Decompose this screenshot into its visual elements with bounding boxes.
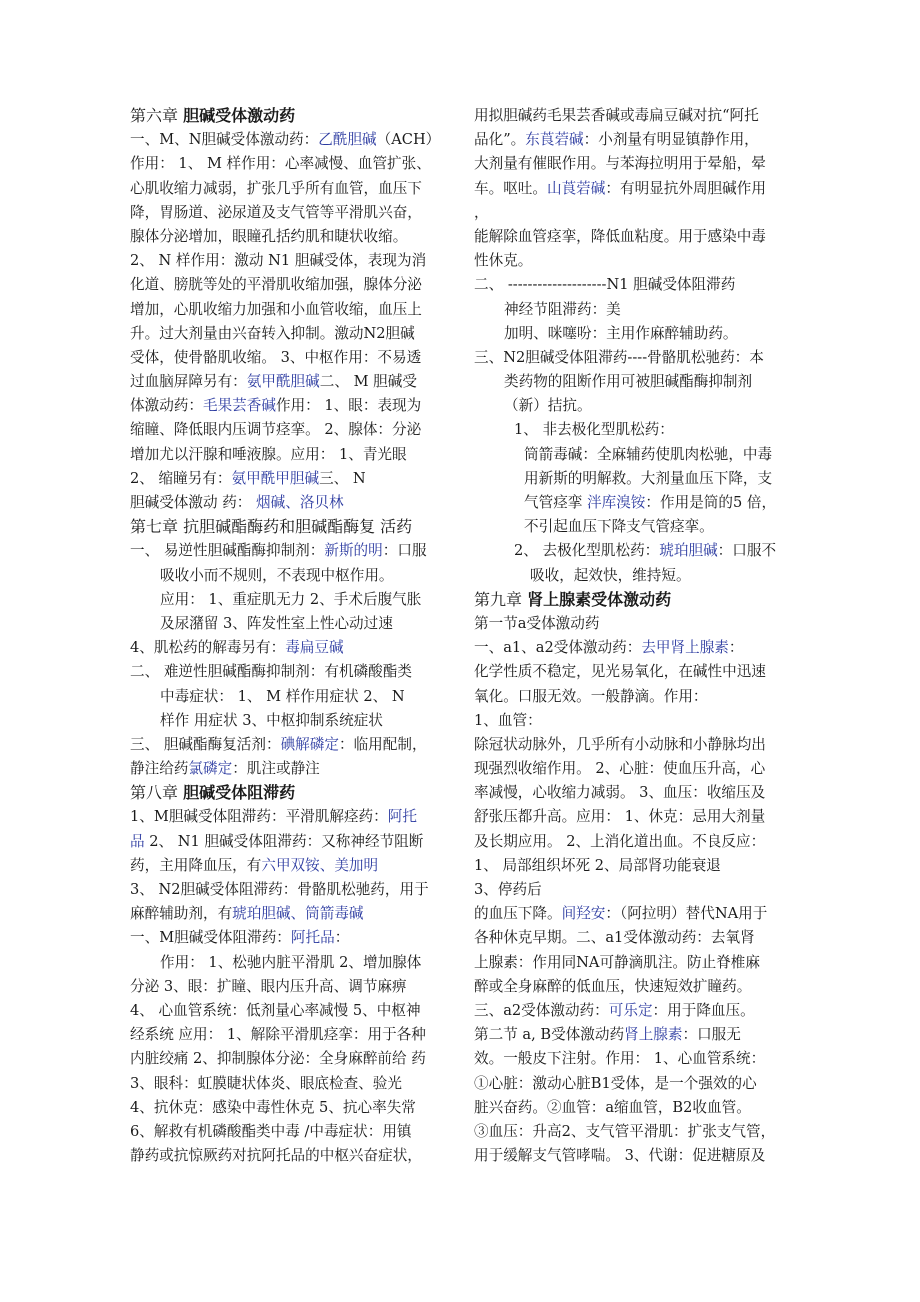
text-run: 第七章 抗胆碱酯酶药和胆碱酯酶复 活药	[130, 517, 413, 537]
text-run: 2、 N 样作用：激动 N1 胆碱受体，表现为消	[130, 252, 427, 270]
text-line	[474, 418, 808, 442]
text-run: ③血压：升高2、支气管平滑肌：扩张支气管，	[474, 1122, 776, 1140]
text-run: ①心脏：激动心脏B1受体，是一个强效的心	[474, 1074, 757, 1092]
text-run: 样作 用症状 3、中枢抑制系统症状	[160, 711, 383, 729]
text-line	[474, 805, 808, 829]
text-run: 作用： 1、松驰内脏平滑肌 2、增加腺体	[160, 953, 422, 971]
text-run: 缩瞳、降低眼内压调节痉挛。 2、腺体：分泌	[130, 421, 422, 439]
text-run: 神经节阻滞药：美	[504, 300, 621, 318]
text-run: 车。呕吐。	[474, 179, 547, 197]
text-line	[474, 152, 808, 176]
text-run: 用拟胆碱药毛果芸香碱或毒扁豆碱对抗“阿托	[474, 107, 759, 124]
text-line	[130, 177, 466, 201]
text-run: 4、肌松药的解毒另有：	[130, 639, 286, 657]
text-line	[130, 152, 466, 176]
text-run: ：	[334, 929, 350, 947]
text-run: 胆碱受体阻滞药	[183, 783, 296, 803]
text-line	[130, 878, 466, 902]
text-line	[474, 564, 808, 588]
drug-name-highlight: 乙酰胆碱	[318, 131, 377, 149]
text-run: 第八章	[130, 783, 184, 803]
drug-name-highlight: 山莨菪碱	[546, 179, 606, 197]
text-line	[474, 1096, 808, 1120]
text-line	[474, 249, 808, 273]
drug-name-highlight: 去甲肾上腺素	[641, 639, 729, 657]
text-run: （ACH）	[376, 131, 441, 149]
drug-name-highlight: 东莨菪碱	[525, 131, 584, 149]
text-run: 1、M胆碱受体阻滞药：平滑肌解痉药：	[130, 808, 388, 826]
text-line	[474, 660, 808, 684]
text-run: 二、 M 胆碱受	[319, 373, 417, 391]
chapter-heading	[130, 515, 466, 539]
text-run: 二、 难逆性胆碱酯酶抑制剂：有机磷酸酯类	[130, 663, 412, 681]
text-run: 上腺素：作用同NA可静滴肌注。防止脊椎麻	[474, 953, 760, 971]
text-line	[130, 854, 466, 878]
text-line	[474, 854, 808, 878]
right-column	[474, 104, 808, 1168]
text-line	[130, 951, 466, 975]
text-line	[474, 999, 808, 1023]
text-line	[130, 1047, 466, 1071]
text-line	[130, 370, 466, 394]
text-line	[130, 249, 466, 273]
text-run: ：口服	[382, 542, 427, 560]
text-run: 除冠状动脉外，几乎所有小动脉和小静脉均出	[474, 735, 766, 753]
text-line	[130, 273, 466, 297]
text-line	[474, 709, 808, 733]
text-line	[130, 298, 466, 322]
text-run: 胆碱受体激动药	[183, 106, 296, 125]
text-run: 三、a2受体激动药：	[474, 1001, 609, 1019]
text-run: 作用： 1、 M 样作用：心率减慢、血管扩张、	[130, 155, 431, 173]
text-run: 第一节a受体激动药	[474, 614, 600, 632]
text-run: ：临用配制，	[338, 735, 427, 753]
text-run: 过血脑屏障另有：	[130, 373, 247, 391]
drug-name-highlight: 烟碱、洛贝林	[256, 494, 344, 511]
drug-name-highlight: 品	[130, 832, 145, 850]
text-line	[130, 612, 466, 636]
text-run: 肾上腺素受体激动药	[527, 589, 672, 609]
text-line	[474, 757, 808, 781]
text-line	[130, 999, 466, 1023]
text-line	[130, 926, 466, 950]
text-line	[474, 1144, 808, 1168]
text-run: 及长期应用。 2、上消化道出血。不良反应：	[474, 832, 766, 850]
text-line	[130, 394, 466, 418]
text-run: 6、解救有机磷酸酯类中毒 /中毒症状：用镇	[130, 1122, 412, 1140]
text-run: 3、 N2胆碱受体阻滞药：骨骼肌松驰药，用于	[130, 881, 429, 898]
text-line	[474, 346, 808, 370]
text-run: 筒箭毒碱：全麻辅药使肌肉松驰，中毒	[524, 445, 773, 463]
text-line	[130, 418, 466, 442]
drug-name-highlight: 新斯的明	[324, 542, 383, 560]
text-line	[474, 443, 808, 467]
drug-name-highlight: 碘解磷定	[280, 735, 339, 753]
drug-name-highlight: 阿托品	[290, 929, 335, 947]
text-line	[474, 1120, 808, 1144]
text-line	[474, 539, 808, 563]
text-run: 一、M、N胆碱受体激动药：	[130, 131, 319, 149]
text-line	[474, 636, 808, 660]
text-run: 的血压下降。	[474, 905, 562, 923]
text-run: 大剂量有催眠作用。与苯海拉明用于晕船，晕	[474, 155, 766, 173]
drug-name-highlight: 氨甲酰甲胆碱	[231, 469, 320, 487]
text-line	[130, 1120, 466, 1144]
text-run: 4、 心血管系统：低剂量心率减慢 5、中枢神	[130, 1001, 421, 1019]
text-run: ：（阿拉明）替代NA用于	[605, 905, 768, 923]
text-run: 静注给药	[130, 760, 189, 778]
text-run: ，	[474, 203, 489, 221]
drug-name-highlight: 间羟安	[561, 905, 606, 923]
text-run: ：小剂量有明显镇静作用，	[583, 131, 759, 149]
text-run: 化道、膀胱等处的平滑肌收缩加强，腺体分泌	[130, 276, 422, 294]
text-line	[130, 539, 466, 563]
text-line	[474, 733, 808, 757]
text-line	[130, 709, 466, 733]
text-run: ：肌注或静注	[232, 760, 320, 778]
text-line	[130, 975, 466, 999]
text-line	[130, 491, 466, 515]
text-run: ：有明显抗外周胆碱作用	[605, 179, 766, 197]
text-line	[474, 951, 808, 975]
text-run: 吸收小而不规则，不表现中枢作用。	[160, 566, 394, 584]
chapter-heading	[130, 781, 466, 805]
text-run: 效。一般皮下注射。作用： 1、心血管系统：	[474, 1050, 766, 1068]
text-run: ：口服不	[717, 542, 777, 560]
text-run: ：口服无	[682, 1026, 741, 1044]
text-line	[474, 975, 808, 999]
text-line	[474, 902, 808, 926]
text-run: ：	[728, 639, 744, 657]
text-run: （新）拮抗。	[504, 397, 592, 415]
text-line	[474, 370, 808, 394]
text-run: 加明、咪噻吩：主用作麻醉辅助药。	[504, 324, 738, 342]
text-run: 第六章	[130, 106, 184, 125]
text-line	[130, 322, 466, 346]
text-line	[474, 926, 808, 950]
text-run: 性休克。	[474, 252, 533, 270]
text-run: 2、 去极化型肌松药：	[514, 542, 660, 560]
text-line	[474, 878, 808, 902]
text-run: 1、血管：	[474, 711, 542, 729]
drug-name-highlight: 毒扁豆碱	[285, 639, 344, 657]
text-run: 舒张压都升高。应用： 1、休克：忌用大剂量	[474, 808, 766, 826]
text-run: 麻醉辅助剂，有	[130, 905, 233, 923]
text-run: 率减慢，心收缩力减弱。 3、血压：收缩压及	[474, 784, 766, 802]
text-run: 一、 易逆性胆碱酯酶抑制剂：	[130, 542, 325, 560]
text-run: 增加尤以汗腺和唾液腺。应用： 1、青光眼	[130, 445, 407, 463]
drug-name-highlight: 阿托	[387, 808, 417, 826]
text-run: 增加，心肌收缩力加强和小血管收缩，血压上	[130, 300, 422, 318]
text-run: 脏兴奋药。②血管：a缩血管，B2收血管。	[474, 1098, 751, 1116]
text-run: 三、 N	[319, 469, 366, 487]
text-line	[130, 685, 466, 709]
text-run: 第九章	[474, 589, 528, 609]
text-run: 氧化。口服无效。一般静滴。作用：	[474, 687, 708, 705]
drug-name-highlight: 琥珀胆碱、筒箭毒碱	[232, 905, 364, 923]
text-run: 静药或抗惊厥药对抗阿托品的中枢兴奋症状，	[130, 1147, 422, 1165]
text-run: 类药物的阻断作用可被胆碱酯酶抑制剂	[504, 373, 753, 391]
text-line	[130, 1072, 466, 1096]
text-run: 三、 胆碱酯酶复活剂：	[130, 735, 281, 753]
drug-name-highlight: 氨甲酰胆碱	[246, 373, 320, 391]
text-line	[474, 612, 808, 636]
text-line	[130, 1023, 466, 1047]
text-run: 内脏绞痛 2、抑制腺体分泌：全身麻醉前给 药	[130, 1050, 426, 1068]
text-line	[130, 1144, 466, 1168]
drug-name-highlight: 六甲双铵、美加明	[261, 856, 379, 874]
text-run: 吸收，起效快，维持短。	[530, 566, 691, 584]
text-line	[474, 1072, 808, 1096]
text-run: 胆碱受体激动 药：	[130, 494, 257, 511]
text-line	[474, 515, 808, 539]
text-run: 腺体分泌增加，眼瞳孔括约肌和睫状收缩。	[130, 227, 408, 245]
text-line	[130, 467, 466, 491]
text-run: ：用于降血压。	[652, 1001, 755, 1019]
text-line	[474, 225, 808, 249]
text-run: 及尿潴留 3、阵发性室上性心动过速	[160, 614, 393, 632]
text-run: 降，胃肠道、泌尿道及支气管等平滑肌兴奋，	[130, 203, 422, 221]
text-run: 2、 N1 胆碱受体阻滞药：又称神经节阻断	[144, 832, 424, 850]
text-run: 用新斯的明解救。大剂量血压下降，支	[524, 469, 773, 487]
text-line	[474, 394, 808, 418]
chapter-heading	[474, 588, 808, 612]
drug-name-highlight: 肾上腺素	[624, 1026, 683, 1044]
text-line	[130, 564, 466, 588]
text-run: 品化”。	[474, 131, 526, 149]
text-line	[474, 322, 808, 346]
text-line	[474, 1047, 808, 1071]
text-line	[474, 1023, 808, 1047]
text-run: 二、 --------------------N1 胆碱受体阻滞药	[474, 276, 736, 294]
text-line	[474, 128, 808, 152]
text-run: 受体，使骨骼肌收缩。 3、中枢作用：不易透	[130, 348, 422, 366]
text-line	[130, 128, 466, 152]
text-line	[130, 805, 466, 829]
drug-name-highlight: 氯磷定	[188, 760, 233, 778]
text-run: 第二节 a, B受体激动药	[474, 1026, 625, 1044]
text-run: 心肌收缩力减弱，扩张几乎所有血管，血压下	[130, 179, 422, 197]
drug-name-highlight: 泮库溴铵	[587, 494, 646, 511]
text-line	[474, 781, 808, 805]
text-line	[474, 685, 808, 709]
text-run: 2、 缩瞳另有：	[130, 469, 232, 487]
text-line	[474, 201, 808, 225]
text-run: 3、眼科：虹膜睫状体炎、眼底检查、验光	[130, 1074, 402, 1092]
text-line	[474, 491, 808, 515]
text-run: 不引起血压下降支气管痉挛。	[524, 518, 714, 536]
text-run: ：作用是筒的5 倍，	[645, 494, 777, 511]
text-run: 作用： 1、眼：表现为	[275, 397, 422, 415]
text-line	[130, 588, 466, 612]
text-run: 经系统 应用： 1、解除平滑肌痉挛：用于各种	[130, 1026, 426, 1044]
text-line	[474, 298, 808, 322]
text-run: 一、a1、a2受体激动药：	[474, 639, 642, 657]
text-line	[130, 830, 466, 854]
text-run: 中毒症状： 1、 M 样作用症状 2、 N	[160, 687, 405, 705]
text-run: 体激动药：	[130, 397, 203, 415]
text-line	[130, 733, 466, 757]
text-run: 1、 局部组织坏死 2、局部肾功能衰退	[474, 856, 721, 874]
chapter-heading	[130, 104, 466, 128]
text-line	[130, 660, 466, 684]
text-line	[474, 830, 808, 854]
text-line	[130, 1096, 466, 1120]
text-run: 1、 非去极化型肌松药：	[514, 421, 674, 439]
text-run: 现强烈收缩作用。 2、心脏：使血压升高，心	[474, 760, 766, 778]
text-run: 药，主用降血压，有	[130, 856, 262, 874]
text-run: 应用： 1、重症肌无力 2、手术后腹气胀	[160, 590, 422, 608]
text-run: 各种休克早期。二、a1受体激动药：去氧肾	[474, 929, 755, 947]
text-run: 三、N2胆碱受体阻滞药----骨骼肌松驰药：本	[474, 348, 764, 366]
text-run: 用于缓解支气管哮喘。 3、代谢：促进糖原及	[474, 1147, 766, 1165]
text-line	[130, 346, 466, 370]
text-run: 一、M胆碱受体阻滞药：	[130, 929, 291, 947]
drug-name-highlight: 毛果芸香碱	[202, 397, 276, 415]
text-line	[130, 902, 466, 926]
text-run: 醉或全身麻醉的低血压，快速短效扩瞳药。	[474, 977, 752, 995]
left-column	[130, 104, 466, 1168]
text-line	[474, 273, 808, 297]
text-run: 升。过大剂量由兴奋转入抑制。激动N2胆碱	[130, 324, 415, 342]
text-line	[474, 177, 808, 201]
text-run: 4、抗休克：感染中毒性休克 5、抗心率失常	[130, 1098, 416, 1116]
text-run: 3、停药后	[474, 881, 542, 898]
text-line	[474, 467, 808, 491]
text-run: 分泌 3、眼：扩瞳、眼内压升高、调节麻痹	[130, 977, 407, 995]
text-line	[130, 443, 466, 467]
text-line	[130, 757, 466, 781]
text-run: 化学性质不稳定，见光易氧化，在碱性中迅速	[474, 663, 766, 681]
text-line	[130, 636, 466, 660]
text-line	[130, 225, 466, 249]
text-run: 能解除血管痉挛，降低血粘度。用于感染中毒	[474, 227, 766, 245]
text-line	[130, 201, 466, 225]
drug-name-highlight: 可乐定	[608, 1001, 653, 1019]
drug-name-highlight: 琥珀胆碱	[659, 542, 718, 560]
text-run: 气管痉挛	[524, 494, 588, 511]
text-line	[474, 104, 808, 128]
